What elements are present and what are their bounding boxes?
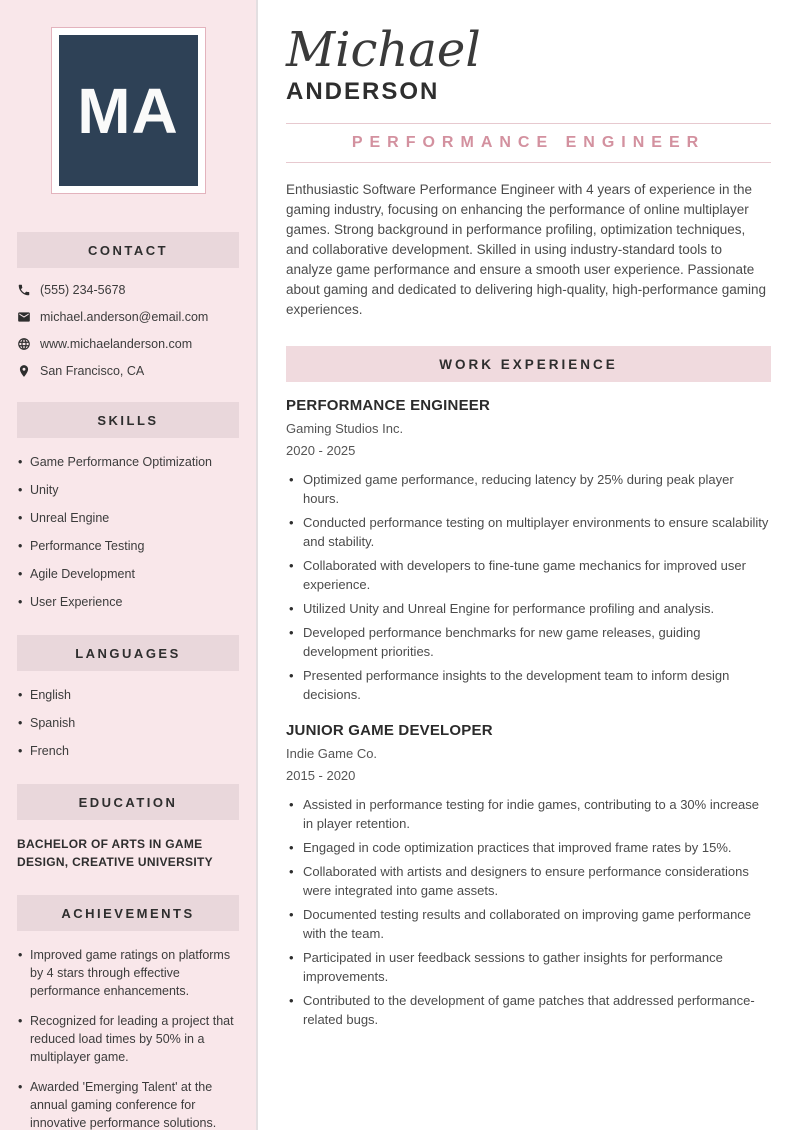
language-item: • Spanish <box>17 714 239 732</box>
skills-section <box>17 402 239 611</box>
skill-item: • Unreal Engine <box>17 509 239 527</box>
first-name: Michael <box>286 22 481 78</box>
job-bullet: • Engaged in code optimization practices that improved frame rates by 15%. <box>286 838 771 857</box>
job-bullet: • Contributed to the development of game patches that addressed performance-related bugs. <box>286 991 771 1029</box>
globe-icon <box>17 337 31 351</box>
job-bullet: • Developed performance benchmarks for new game releases, guiding development priorities. <box>286 623 771 661</box>
languages-list <box>17 686 239 760</box>
contact-item-website <box>17 337 239 351</box>
avatar: MA <box>59 35 198 186</box>
location-text: San Francisco, CA <box>40 364 145 378</box>
job-role: JUNIOR GAME DEVELOPER <box>286 722 493 739</box>
achievement-item: • Improved game ratings on platforms by 4 stars through effective performance enhancements. <box>17 946 239 1000</box>
achievement-item: • Awarded 'Emerging Talent' at the annual gaming conference for innovative performance solutions. <box>17 1078 239 1130</box>
job-bullet-list <box>286 470 771 704</box>
skill-item: • Agile Development <box>17 565 239 583</box>
education-section <box>17 784 239 871</box>
education-section-title: EDUCATION <box>17 784 239 820</box>
achievements-section-title: ACHIEVEMENTS <box>17 895 239 931</box>
job-bullet: • Collaborated with developers to fine-tune game mechanics for improved user experience. <box>286 556 771 594</box>
job-bullet: • Participated in user feedback sessions to gather insights for performance improvements. <box>286 948 771 986</box>
skill-item: • Game Performance Optimization <box>17 453 239 471</box>
job-bullet: • Utilized Unity and Unreal Engine for performance profiling and analysis. <box>286 599 771 618</box>
profile-photo-frame <box>51 27 206 194</box>
achievements-list <box>17 946 239 1130</box>
skills-section-title: SKILLS <box>17 402 239 438</box>
job-role: PERFORMANCE ENGINEER <box>286 397 491 414</box>
languages-section <box>17 635 239 760</box>
job-dates: 2015 - 2020 <box>286 768 356 783</box>
languages-section-title: LANGUAGES <box>17 635 239 671</box>
website-url: www.michaelanderson.com <box>40 337 193 351</box>
skill-item: • Unity <box>17 481 239 499</box>
achievements-section <box>17 895 239 1130</box>
headline-band <box>286 123 771 163</box>
last-name: ANDERSON <box>286 78 440 105</box>
job-entry <box>286 722 771 1029</box>
contact-list <box>17 283 239 378</box>
location-icon <box>17 364 31 378</box>
phone-number: (555) 234-5678 <box>40 283 126 297</box>
job-bullet: • Collaborated with artists and designers to ensure performance considerations were integrated into game assets. <box>286 862 771 900</box>
achievement-item: • Recognized for leading a project that reduced load times by 50% in a multiplayer game. <box>17 1012 239 1066</box>
professional-summary: Enthusiastic Software Performance Engineer with 4 years of experience in the gaming industry, focusing on enhancing the performance of online multiplayer games. Strong background in performance profiling, optimization techniques, and collaborative development. Skilled in using industry-standard tools to analyze game performance and ensure a smooth user experience. Passionate about gaming and dedicated to delivering high-quality, high-performance gaming experiences. <box>286 182 767 317</box>
job-bullet: • Conducted performance testing on multiplayer environments to ensure scalability and stability. <box>286 513 771 551</box>
job-dates: 2020 - 2025 <box>286 443 356 458</box>
contact-item-phone <box>17 283 239 297</box>
skill-item: • User Experience <box>17 593 239 611</box>
job-company: Indie Game Co. <box>286 746 378 761</box>
contact-section <box>17 232 239 378</box>
language-item: • French <box>17 742 239 760</box>
job-entry <box>286 397 771 704</box>
work-experience-title: WORK EXPERIENCE <box>286 346 771 382</box>
language-item: • English <box>17 686 239 704</box>
education-degree: BACHELOR OF ARTS IN GAME DESIGN, CREATIVE UNIVERSITY <box>17 837 213 869</box>
email-address: michael.anderson@email.com <box>40 310 209 324</box>
job-headline: PERFORMANCE ENGINEER <box>351 134 706 151</box>
contact-item-location <box>17 364 239 378</box>
job-bullet: • Optimized game performance, reducing latency by 25% during peak player hours. <box>286 470 771 508</box>
job-bullet: • Presented performance insights to the development team to inform design decisions. <box>286 666 771 704</box>
job-bullet: • Assisted in performance testing for indie games, contributing to a 30% increase in player retention. <box>286 795 771 833</box>
skill-item: • Performance Testing <box>17 537 239 555</box>
contact-item-email <box>17 310 239 324</box>
sidebar <box>0 0 256 1130</box>
job-bullet-list <box>286 795 771 1029</box>
skills-list <box>17 453 239 611</box>
job-bullet: • Documented testing results and collaborated on improving game performance with the team. <box>286 905 771 943</box>
phone-icon <box>17 283 31 297</box>
contact-section-title: CONTACT <box>17 232 239 268</box>
main-content <box>258 0 800 1130</box>
email-icon <box>17 310 31 324</box>
job-company: Gaming Studios Inc. <box>286 421 404 436</box>
